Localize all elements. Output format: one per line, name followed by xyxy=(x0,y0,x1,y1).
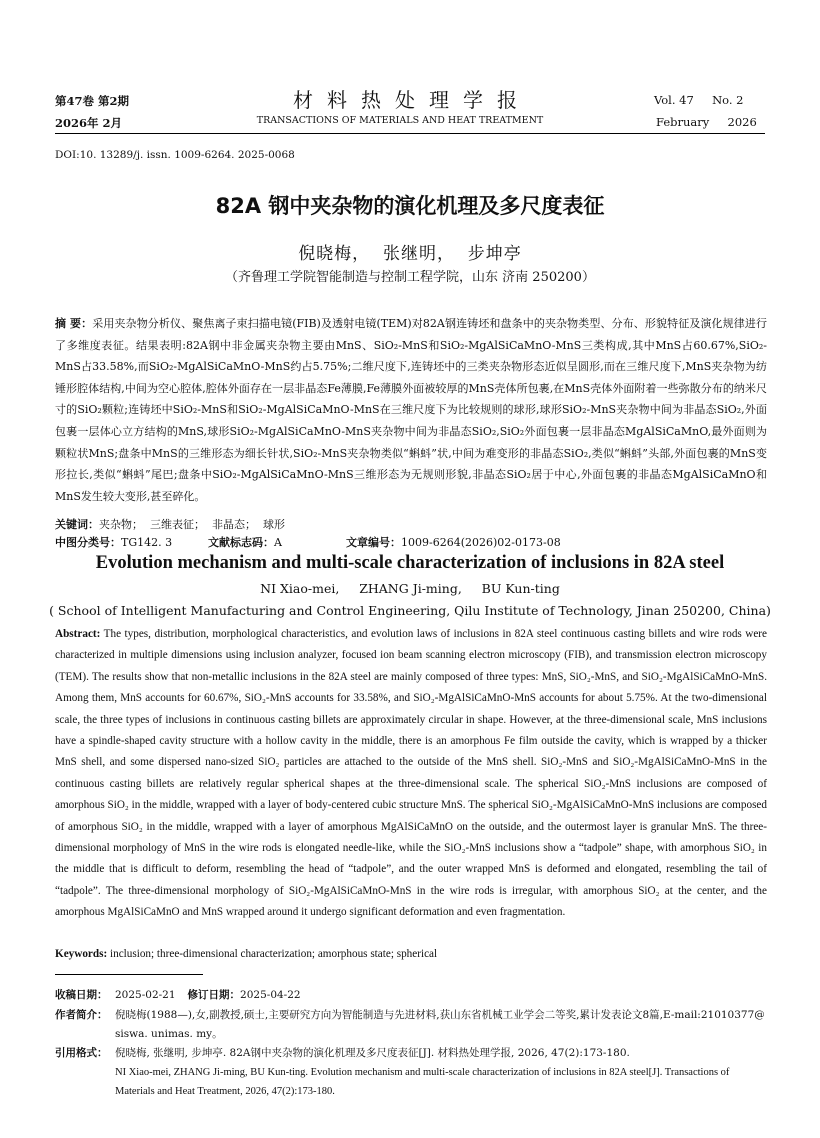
received-dates xyxy=(55,986,767,1005)
author-bio xyxy=(55,1006,767,1044)
date-en: February 2026 xyxy=(656,115,757,129)
journal-title-en: TRANSACTIONS OF MATERIALS AND HEAT TREATMENT xyxy=(256,115,544,126)
author-bio-label: 作者简介： xyxy=(55,1009,108,1021)
code-label: 文献标志码： xyxy=(208,536,274,549)
footnote-rule xyxy=(55,974,203,975)
received-label: 收稿日期： xyxy=(55,989,108,1001)
header-rule xyxy=(55,133,765,134)
affiliation-cn: （齐鲁理工学院智能制造与控制工程学院，山东 济南 250200） xyxy=(225,270,595,285)
citation-cn: 倪晓梅, 张继明, 步坤亭. 82A钢中夹杂物的演化机理及多尺度表征[J]. 材料热处理学报, 2026, 47(2):173-180. xyxy=(115,1047,630,1059)
doi: DOI:10. 13289/j. issn. 1009-6264. 2025-0068 xyxy=(55,149,295,161)
keywords-en xyxy=(55,944,437,965)
classification-code xyxy=(208,534,282,552)
journal-title-cn: 材料热处理学报 xyxy=(293,88,531,112)
received-value: 2025-02-21 xyxy=(115,989,176,1001)
citation xyxy=(55,1044,767,1101)
classification-clc xyxy=(55,534,172,552)
authors-cn: 倪晓梅， 张继明， 步坤亭 xyxy=(298,244,522,264)
keywords-en-text: inclusion; three-dimensional characterization; amorphous state; spherical xyxy=(107,948,438,960)
keywords-en-label: Keywords: xyxy=(55,948,108,960)
abstract-cn xyxy=(55,313,767,507)
abstract-cn-text: 采用夹杂物分析仪、聚焦离子束扫描电镜(FIB)及透射电镜(TEM)对82A钢连铸坯和盘条中的夹杂物类型、分布、形貌特征及演化规律进行了多维度表征。结果表明:82A钢中非金属夹杂物主要由MnS、SiO₂-MnS和SiO₂-MgAlSiCaMnO-MnS三类构成,其中MnS占60.67%,SiO₂-MnS占33.58%,而SiO₂-MgAlSiCaMnO-MnS约占5.75%;二维尺度下,连铸坯中的三类夹杂物形态近似呈圆形,而在三维尺度下,MnS夹杂物为纺锤形腔体结构,中间为空心腔体,腔体外面存在一层非晶态Fe薄膜,Fe薄膜外面被较厚的MnS壳体所包裹,在MnS壳体外面附着一些弥散分布的纳米尺寸的SiO₂颗粒;连铸坯中SiO₂-MnS和SiO₂-MgAlSiCaMnO-MnS在三维尺度下为比较规则的球形,球形SiO₂-MnS夹杂物中间为非晶态SiO₂,外面包裹一层体心立方结构的MnS,球形SiO₂-MgAlSiCaMnO-MnS夹杂物中间为非晶态SiO₂,SiO₂外面包裹一层非晶态MgAlSiCaMnO,最外面则为颗粒状MnS;盘条中MnS的三维形态为细长针状,SiO₂-MnS夹杂物类似“蝌蚪”状,中间为难变形的非晶态SiO₂,类似“蝌蚪”头部,外面包裹的MnS变形拉长,类似“蝌蚪”尾巴;盘条中SiO₂-MgAlSiCaMnO-MnS三维形态为无规则形貌,非晶态SiO₂居于中心,外面包裹的非晶态MgAlSiCaMnO和MnS发生较大变形,甚至碎化。 xyxy=(55,317,767,503)
article-label: 文章编号： xyxy=(346,536,401,549)
title-en: Evolution mechanism and multi-scale characterization of inclusions in 82A steel xyxy=(95,553,725,573)
author-bio-text: 倪晓梅(1988—),女,副教授,硕士,主要研究方向为智能制造与先进材料,获山东省机械工业学会二等奖,累计发表论文8篇,E-mail:21010377@ siswa. unimas. my。 xyxy=(115,1009,765,1040)
citation-label: 引用格式： xyxy=(55,1047,108,1059)
abstract-en-label: Abstract: xyxy=(55,628,101,640)
date-cn: 2026年 2月 xyxy=(55,116,123,130)
volume-issue-en: Vol. 47 No. 2 xyxy=(654,93,744,107)
clc-value: TG142. 3 xyxy=(121,536,173,549)
abstract-en-text: The types, distribution, morphological characteristics, and evolution laws of inclusions in 82A steel continuous casting billets and wire rods were characterized in multiple dimensions using inclusion analyzer, focused ion beam scanning electron microscopy (FIB), and transmission electron microscopy (TEM). The results show that non-metallic inclusions in the 82A steel are mainly composed of three types: MnS, SiO₂-MnS, and SiO₂-MgAlSiCaMnO-MnS. Among them, MnS accounts for 60.67%, SiO₂-MnS accounts for 33.58%, and SiO₂-MgAlSiCaMnO-MnS accounts for about 5.75%. At the two-dimensional scale, the three types of inclusions in continuous casting billets are approximately circular in shape. However, at the three-dimensional scale, MnS inclusions have a spindle-shaped cavity structure with a hollow cavity in the middle, there is an amorphous Fe film outside the cavity, which is wrapped by a thicker MnS shell, and some dispersed nano-sized SiO₂ particles are attached to the outside of the MnS shell. SiO₂-MnS and SiO₂-MgAlSiCaMnO-MnS in the continuous casting billets are relatively regular spherical shapes at the three-dimensional scale. The spherical SiO₂-MnS inclusions are composed of amorphous SiO₂ in the middle, wrapped with a layer of body-centered cubic structure MnS. The spherical SiO₂-MgAlSiCaMnO-MnS inclusions are composed of amorphous SiO₂ in the middle, wrapped with a layer of amorphous MgAlSiCaMnO on the outside, and the outermost layer is granular MnS. The three-dimensional morphology of MnS in the wire rods is elongated needle-like, while the SiO₂-MnS inclusions show a “tadpole” shape, with amorphous SiO₂ in the middle that is difficult to deform, resembling the head of “tadpole”, and the outer wrapped MnS is deformed and elongated, resembling the tail of “tadpole”. The three-dimensional morphology of SiO₂-MgAlSiCaMnO-MnS in the wire rods is irregular, with amorphous SiO₂ at the center, and the amorphous MgAlSiCaMnO and MnS wrapped around it undergo significant deformation and even fragmentation. xyxy=(55,628,767,919)
authors-en: NI Xiao-mei, ZHANG Ji-ming, BU Kun-ting xyxy=(260,581,560,596)
volume-issue-cn: 第47卷 第2期 xyxy=(55,94,130,108)
code-value: A xyxy=(274,536,282,549)
revised-label: 修订日期： xyxy=(187,989,241,1001)
abstract-cn-label: 摘 要： xyxy=(55,317,93,330)
classification-article xyxy=(346,534,561,552)
abstract-en xyxy=(55,624,767,924)
citation-en: NI Xiao-mei, ZHANG Ji-ming, BU Kun-ting. Evolution mechanism and multi-scale characterization of inclusions in 82A steel[J]. Transactions of Materials and Heat Treatment, 2026, 47(2):173-180. xyxy=(115,1067,730,1097)
affiliation-en: ( School of Intelligent Manufacturing and Control Engineering, Qilu Institute of Technology, Jinan 250200, China) xyxy=(49,603,771,618)
keywords-cn xyxy=(55,516,285,534)
citation-body xyxy=(115,1044,767,1101)
keywords-cn-text: 夹杂物； 三维表征； 非晶态； 球形 xyxy=(99,518,285,531)
revised-value: 2025-04-22 xyxy=(240,989,301,1001)
article-value: 1009-6264(2026)02-0173-08 xyxy=(401,536,561,549)
keywords-cn-label: 关键词： xyxy=(55,518,99,531)
clc-label: 中图分类号： xyxy=(55,536,121,549)
title-cn: 82A 钢中夹杂物的演化机理及多尺度表征 xyxy=(215,194,605,218)
